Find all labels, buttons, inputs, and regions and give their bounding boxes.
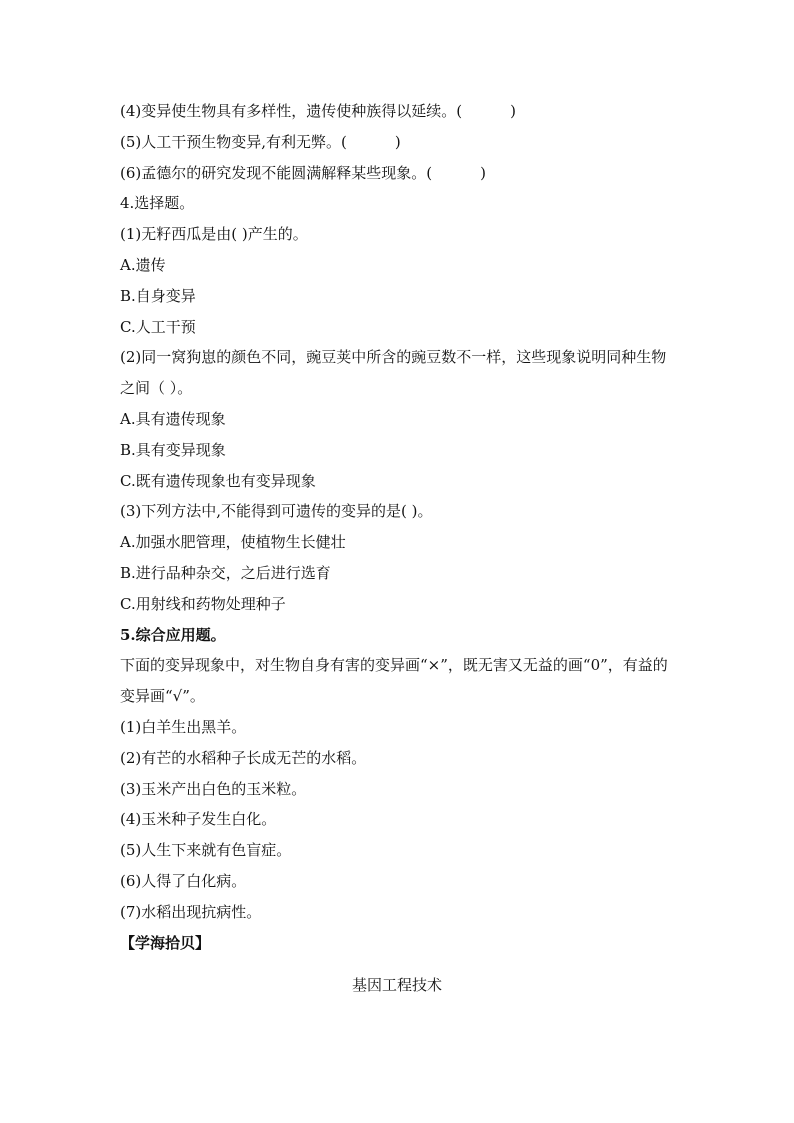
section-6-title: 【学海拾贝】 — [120, 933, 211, 952]
question-2-option-b: B.具有变异现象 — [120, 440, 226, 459]
section-5-item-2: (2)有芒的水稻种子长成无芒的水稻。 — [120, 748, 367, 767]
section-5-item-6: (6)人得了白化病。 — [120, 871, 247, 890]
section-5-item-5: (5)人生下来就有色盲症。 — [120, 841, 292, 860]
section-5-item-1: (1)白羊生出黑羊。 — [120, 717, 247, 736]
section-6-subtitle: 基因工程技术 — [351, 976, 442, 994]
question-3-option-a: A.加强水肥管理，使植物生长健壮 — [120, 533, 346, 552]
section-5-item-7: (7)水稻出现抗病性。 — [120, 902, 262, 921]
question-1-option-a: A.遗传 — [120, 255, 166, 274]
section-5-title: 5.综合应用题。 — [120, 625, 226, 644]
question-3-stem: (3)下列方法中,不能得到可遗传的变异的是( )。 — [120, 502, 433, 521]
section-5-item-4: (4)玉米种子发生白化。 — [120, 810, 277, 829]
judge-item-5: (5)人工干预生物变异,有利无弊。( ) — [120, 132, 401, 151]
question-2-stem: (2)同一窝狗崽的颜色不同，豌豆荚中所含的豌豆数不一样，这些现象说明同种生物之间（ ）。 — [120, 348, 667, 398]
section-5-intro: 下面的变异现象中，对生物自身有害的变异画“×”，既无害又无益的画“0”，有益的变异画“√”。 — [120, 656, 668, 706]
question-2-option-a: A.具有遗传现象 — [120, 409, 226, 428]
document-body — [120, 96, 680, 958]
section-5-item-3: (3)玉米产出白色的玉米粒。 — [120, 779, 307, 798]
section-4-title: 4.选择题。 — [120, 194, 195, 213]
question-1-option-b: B.自身变异 — [120, 286, 196, 305]
question-3-option-b: B.进行品种杂交，之后进行选育 — [120, 563, 331, 582]
question-1-option-c: C.人工干预 — [120, 317, 196, 336]
question-3-option-c: C.用射线和药物处理种子 — [120, 594, 286, 613]
judge-item-4: (4)变异使生物具有多样性，遗传使种族得以延续。( ) — [120, 102, 516, 120]
judge-item-6: (6)孟德尔的研究发现不能圆满解释某些现象。( ) — [120, 163, 486, 182]
question-2-option-c: C.既有遗传现象也有变异现象 — [120, 471, 316, 490]
question-1-stem: (1)无籽西瓜是由( )产生的。 — [120, 225, 308, 244]
